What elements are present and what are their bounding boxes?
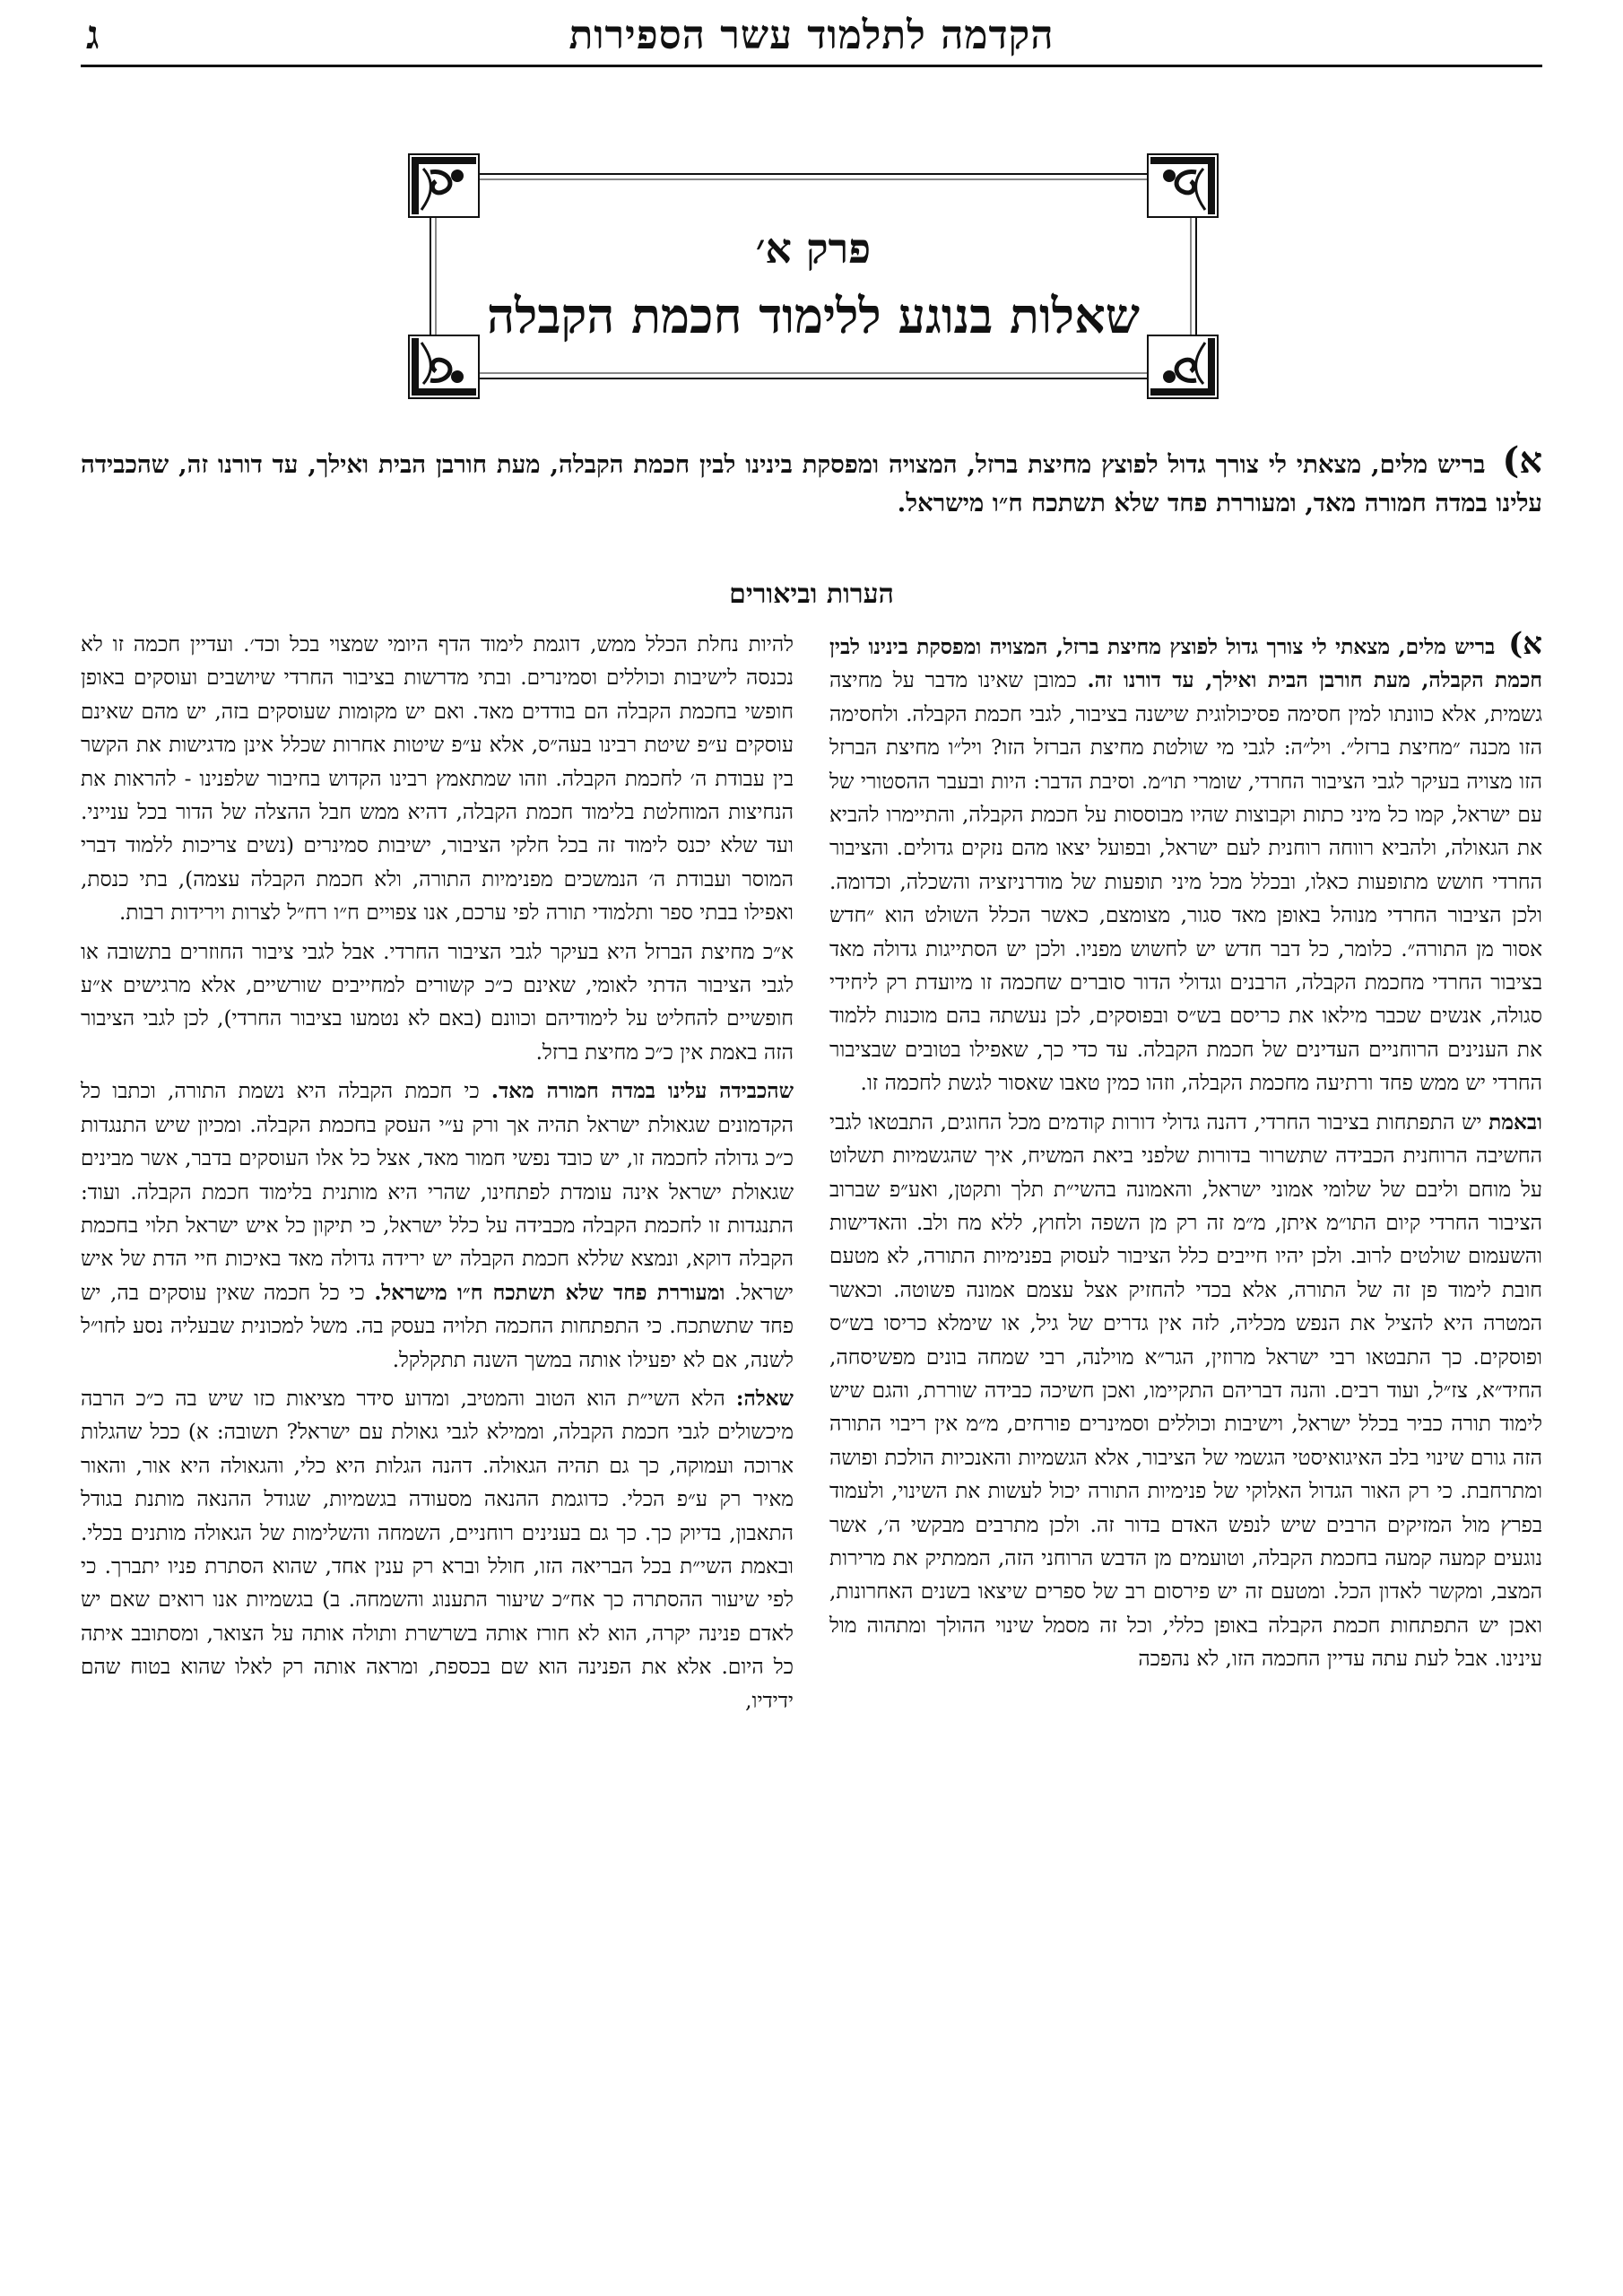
- note-paragraph: [81, 935, 794, 1070]
- notes-column-right: [829, 628, 1542, 2269]
- section-heading: הערות וביאורים: [729, 578, 894, 610]
- note-text: הלא השי״ת הוא הטוב והמטיב, ומדוע סידר מציאות כזו שיש בה כ״כ הרבה מיכשולים לגבי חכמת הקבלה, וממילא לגבי גאולת עם ישראל? תשובה: א) ככל שהגלות ארוכה ועמוקה, כך גם תהיה הגאולה. דהנה הגלות היא כלי, והגאולה היא אור, והאור מאיר רק ע״פ הכלי. כדוגמת ההנאה מסעודה בגשמיות, שגודל ההנאה מותנת בגודל התאבון, בדיוק כך. כך גם בענינים רוחניים, השמחה והשלימות של הגאולה מותנים בכלי. ובאמת השי״ת בכל הבריאה הזו, חולל וברא רק ענין אחד, שהוא הסתרת פניו יתברך. כי לפי שיעור ההסתרה כך אח״כ שיעור התענוג והשמחה. ב) בגשמיות אנו רואים שאם יש לאדם פנינה יקרה, הוא לא חורז אותה בשרשרת ותולה אותה על הצואר, ומסתובב איתה כל היום. אלא את הפנינה הוא שם בכספת, ומראה אותה רק לאלו שהוא בטוח שהם ידידיו,: [81, 1386, 794, 1713]
- corner-ornament-bottom-right: [1148, 335, 1218, 398]
- chapter-ornament-frame: [404, 151, 1223, 402]
- intro-paragraph: [81, 441, 1542, 523]
- note-text: כי חכמת הקבלה היא נשמת התורה, וכתבו כל הקדמונים שגאולת ישראל תהיה אך ורק ע״י העסק בחכמת הקבלה. ומכיון שיש התנגדות כ״כ גדולה לחכמה זו, יש כובד נפשי חמור מאד, אצל כל אלו העוסקים בדבר, אשר מבינים שגאולת ישראל אינה עומדת לפתחינו, שהרי היא מותנית בלימוד חכמת הקבלה. ועוד: התנגדות זו לחכמת הקבלה מכבידה על כלל ישראל, כי תיקון כל איש ישראל תלוי בחכמת הקבלה דוקא, ונמצא שללא חכמת הקבלה יש ירידה גדולה מאד באיכות חיי הדת של איש ישראל.: [81, 1079, 794, 1305]
- note-paragraph: [829, 628, 1542, 1100]
- corner-ornament-top-left: [409, 154, 479, 217]
- chapter-title: שאלות בנוגע ללימוד חכמת הקבלה: [487, 287, 1140, 344]
- note-paragraph: [829, 1106, 1542, 1676]
- note-lead: ומעוררת פחד שלא תשתכח ח״ו מישראל.: [374, 1280, 725, 1305]
- running-header-title: הקדמה לתלמוד עשר הספירות: [568, 13, 1055, 58]
- intro-text: בריש מלים, מצאתי לי צורך גדול לפוצץ מחיצת ברזל, המצויה ומפסקת בינינו לבין חכמת הקבלה, מעת חורבן הבית ואילך, עד דורנו זה, שהכבידה עלינו במדה חמורה מאד, ומעוררת פחד שלא תשתכח ח״ו מישראל.: [81, 450, 1542, 517]
- note-paragraph: [81, 1074, 794, 1377]
- chapter-label: פרק א׳: [755, 224, 872, 273]
- header-rule: [81, 65, 1542, 67]
- note-text: א״כ מחיצת הברזל היא בעיקר לגבי הציבור החרדי. אבל לגבי ציבור החוזרים בתשובה או לגבי הציבור הדתי לאומי, שאינם כ״כ קשורים למחייבים שורשיים, אלא מרגישים א״ע חופשיים להחליט על לימודיהם וכוונם (באם לא נטמעו בציבור החרדי), לכן לגבי הציבור הזה באמת אין כ״כ מחיצת ברזל.: [81, 939, 794, 1065]
- note-text: להיות נחלת הכלל ממש, דוגמת לימוד הדף היומי שמצוי בכל וכד׳. ועדיין חכמה זו לא נכנסה לישיבות וכוללים וסמינרים. ובתי מדרשות בציבור החרדי שיושבים ועוסקים באופן חופשי בחכמת הקבלה הם בודדים מאד. ואם יש מקומות שעוסקים בזה, יש מהם שאינם עוסקים ע״פ שיטת רבינו בעה״ס, אלא ע״פ שיטות אחרות שכלל אינן מדגישות את הקשר בין עבודת ה׳ לחכמת הקבלה. וזהו שמתאמץ רבינו הקדוש בחיבור שלפנינו - להראות את הנחיצות המוחלטת בלימוד חכמת הקבלה, דהיא ממש חבל ההצלה של הדור בכל ענייני. ועד שלא יכנס לימוד זה בכל חלקי הציבור, ישיבות סמינרים (נשים צריכות ללמוד דברי המוסר ועבודת ה׳ הנמשכים מפנימיות התורה, ולא חכמת הקבלה עצמה), בתי כנסת, ואפילו בבתי ספר ותלמודי תורה לפי ערכם, אנו צפויים ח״ו רח״ל לצרות וירידות רבות.: [81, 632, 794, 926]
- note-paragraph: [81, 628, 794, 930]
- corner-ornament-bottom-left: [409, 335, 479, 398]
- note-lead: שאלה:: [735, 1386, 794, 1411]
- note-text: יש התפתחות בציבור החרדי, דהנה גדולי דורות קודמים מכל החוגים, התבטאו לגבי החשיבה הרוחנית הכבידה שתשרור בדורות שלפני ביאת המשיח, איך שהגשמיות תשלוט על מוחם וליבם של שלומי אמוני ישראל, והאמונה בהשי״ת תלך ותקטן, ואע״פ שברוב הציבור החרדי קיום התו״מ איתן, מ״מ זה רק מן השפה ולחוץ, ללא מח ולב. והאדישות והשעמום שולטים לרוב. ולכן יהיו חייבים כלל הציבור לעסוק בפנימיות התורה, לא מטעם חובת לימוד פן זה של התורה, אלא בכדי להחזיק אצל עצמם אמונה פשוטה. וכאשר המטרה היא להציל את הנפש מכליה, לזה אין גדרים של גיל, או שימלא כריסו בש״ס ופוסקים. כך התבטאו רבי ישראל מרוזין, הגר״א מוילנה, רבי שמחה בונים מפשיסחה, החיד״א, צז״ל, ועוד רבים. והנה דבריהם התקיימו, ואכן חשיכה כבידה שוררת, והגם שיש לימוד תורה כביר בכלל ישראל, וישיבות וכוללים וסמינרים פורחים, מ״מ אין ריבוי התורה הזה גורם שינוי בלב האיגואיסטי הגשמי של הציבור, אלא הגשמיות והאנכיות הולכת ופושה ומתרחבת. כי רק האור הגדול האלוקי של פנימיות התורה יכול לעשות את השינוי, ולעמוד בפרץ מול המזיקים הרבים שיש לנפש האדם בדור זה. ולכן מתרבים מבקשי ה׳, אשר נוגעים קמעה קמעה בחכמת הקבלה, וטועמים מן הדבש הרוחני הזה, הממתיק את מרירות המצב, ומקשר לאדון הכל. ומטעם זה יש פירסום רב של ספרים שיצאו בשנים האחרונות, ואכן יש התפתחות חכמת הקבלה באופן כללי, וכל זה מסמל שינוי ההולך ומתהוה מול עינינו. אבל לעת עתה עדיין החכמה הזו, לא נהפכה: [829, 1109, 1542, 1672]
- intro-marker: א): [1502, 439, 1542, 482]
- note-lead: שהכבידה עלינו במדה חמורה מאד.: [490, 1079, 794, 1104]
- corner-ornament-top-right: [1148, 154, 1218, 217]
- note-paragraph: [81, 1382, 794, 1718]
- note-marker: א): [1508, 628, 1542, 662]
- note-text: כמובן שאינו מדבר על מחיצה גשמית, אלא כוונתו למין חסימה פסיכולוגית שישנה בציבור, לגבי חכמת הקבלה. ולחסימה הזו מכנה ״מחיצת ברזל״. ויל״ה: לגבי מי שולטת מחיצת הברזל הזו? ויל״ו מחיצת הברזל הזו מצויה בעיקר לגבי הציבור החרדי, שומרי תו״מ. וסיבת הדבר: היות ובעבר ההסטורי של עם ישראל, קמו כל מיני כתות וקבוצות שהיו מבוססות על חכמת הקבלה, והתיימרו להביא את הגאולה, ולהביא רווחה רוחנית לעם ישראל, ובפועל יצאו מהם נזקים גדולים. והציבור החרדי חושש מתופעות כאלו, ובכלל מכל מיני תופעות של מודרניזציה והשכלה, וכדומה. ולכן הציבור החרדי מנוהל באופן מאד סגור, מצומצם, כאשר הכלל השולט הוא ״חדש אסור מן התורה״. כלומר, כל דבר חדש יש לחשוש מפניו. ולכן יש הסתייגות גדולה מאד בציבור החרדי מחכמת הקבלה, הרבנים וגדולי הדור סוברים שחכמה זו מיועדת רק ליחידי סגולה, אנשים שכבר מילאו את כריסם בש״ס ובפוסקים, לכן נעשתה בהם מוכנות ללמוד את הענינים הרוחניים העדינים של חכמת הקבלה. עד כדי כך, שאפילו בטובים שבציבור החרדי יש ממש פחד ורתיעה מחכמת הקבלה, וזהו כמין טאבו שאסור לגשת לחכמה זו.: [829, 668, 1542, 1096]
- note-lead: ובאמת: [1488, 1109, 1542, 1135]
- note-lead: בריש מלים, מצאתי לי צורך גדול לפוצץ מחיצת ברזל, המצויה ומפסקת בינינו לבין חכמת הקבלה, מעת חורבן הבית ואילך, עד דורנו זה.: [829, 635, 1542, 693]
- ornament-frame-graphic: [404, 151, 1223, 402]
- note-text: כי כל חכמה שאין עוסקים בה, יש פחד שתשתכח. כי התפתחות החכמה תלויה בעסק בה. משל למכונית שבעליה נסע לחו״ל לשנה, אם לא יפעילו אותה במשך השנה תתקלקל.: [81, 1280, 794, 1372]
- page-number: ג: [86, 13, 100, 58]
- notes-column-left: [81, 628, 794, 2269]
